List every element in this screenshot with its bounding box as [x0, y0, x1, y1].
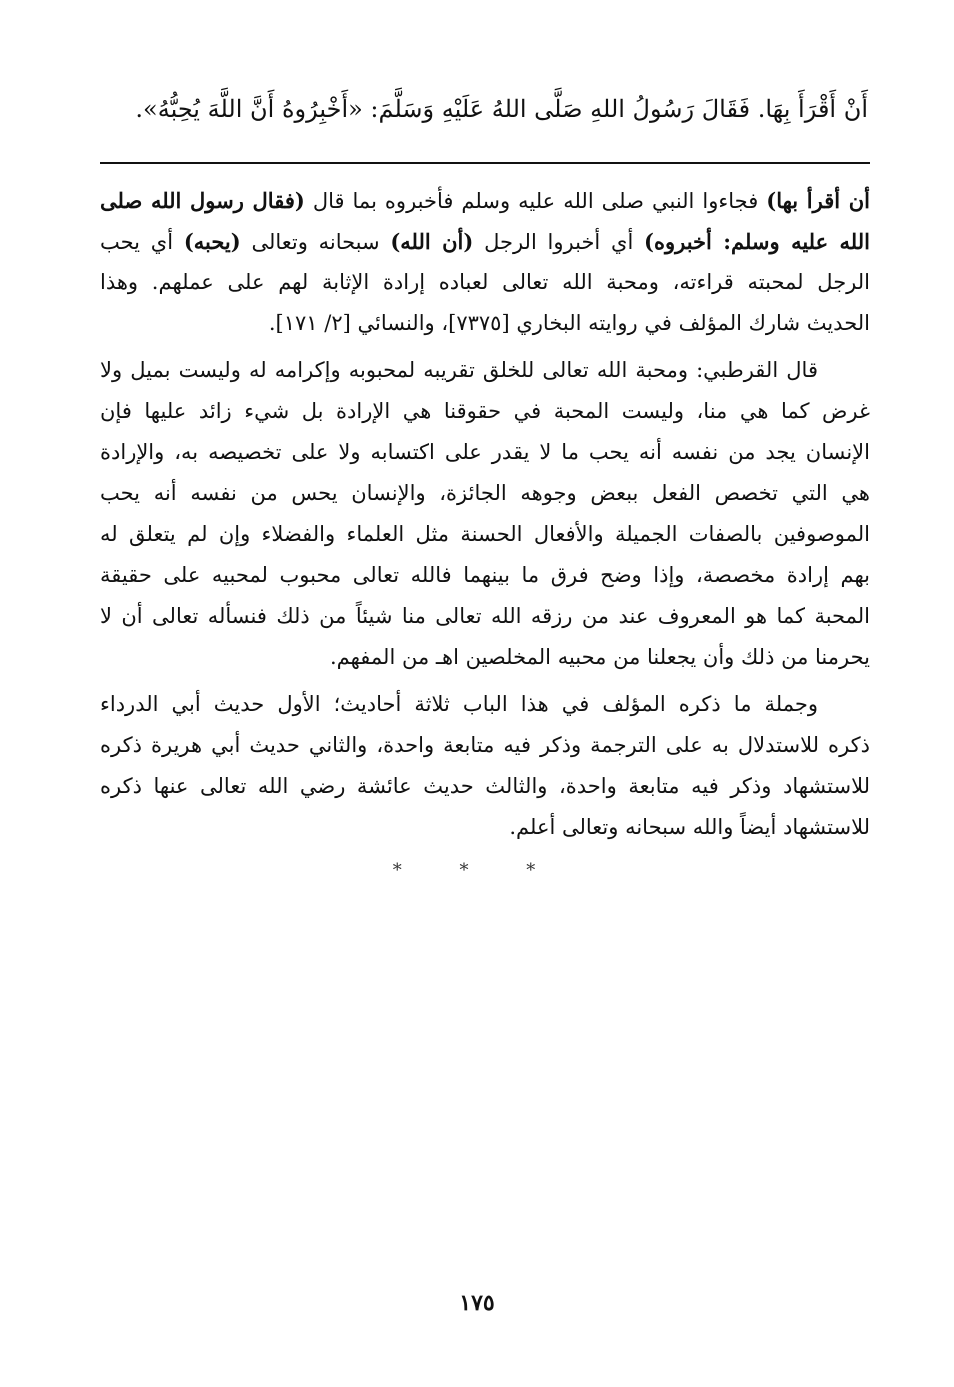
hadith-text: أَنْ أَقْرَأَ بِهَا. فَقَالَ رَسُولُ اللهِ صَلَّى اللهُ عَلَيْهِ وَسَلَّمَ: «أَخْبِرُوهُ أَنَّ اللَّهَ يُحِبُّهُ». [135, 95, 868, 123]
text-line: للاستشهاد أيضاً والله سبحانه وتعالى أعلم. [509, 815, 870, 839]
text-line: ذكره للاستدلال به على الترجمة وذكر فيه متابعة واحدة، والثاني حديث أبي هريرة ذكره [100, 733, 870, 757]
bold-phrase: الله عليه وسلم: أخبروه) [644, 229, 870, 254]
text-span: سبحانه وتعالى [240, 230, 391, 254]
text-line: للاستشهاد وذكر فيه متابعة واحدة، والثالث حديث عائشة رضي الله تعالى عنها ذكره [100, 774, 870, 798]
text-line: قال القرطبي: ومحبة الله تعالى للخلق تقريبه لمحبوبه وإكرامه له وليست بميل ولا [100, 358, 818, 382]
section-separator: * * * [392, 860, 562, 881]
text-line: الحديث شارك المؤلف في روايته البخاري [٧٣٧٥]، والنسائي [٢/ ١٧١]. [268, 311, 870, 335]
text-line: الموصوفين بالصفات الجميلة والأفعال الحسنة مثل العلماء والفضلاء وإن لم يتعلق له [100, 522, 870, 546]
footnote-divider [100, 162, 870, 164]
text-line [100, 180, 870, 221]
bold-phrase: (يحبه) [183, 229, 241, 254]
text-span: فجاءوا النبي صلى الله عليه وسلم فأخبروه بما قال [304, 189, 767, 213]
text-line: هي التي تخصص الفعل ببعض وجوهه الجائزة، والإنسان يحس من نفسه أنه يحب [100, 481, 870, 505]
text-line: المحبة كما هو المعروف عند من رزقه الله تعالى منا شيئاً من ذلك فنسأله تعالى أن لا [100, 604, 870, 628]
page-number: ١٧٥ [459, 1290, 495, 1316]
text-span: أي أخبروا الرجل [473, 230, 645, 254]
commentary-paragraph-3 [100, 684, 870, 848]
commentary-paragraph-1 [100, 180, 870, 344]
bold-phrase: (فقال رسول الله صلى [100, 188, 305, 213]
bold-phrase: (أن الله) [390, 229, 474, 254]
commentary-paragraph-2 [100, 350, 870, 678]
text-line: يحرمنا من ذلك وأن يجعلنا من محبيه المخلصين اهـ من المفهم. [329, 645, 870, 669]
text-line: وجملة ما ذكره المؤلف في هذا الباب ثلاثة أحاديث؛ الأول حديث أبي الدرداء [100, 692, 818, 716]
text-line: غرض كما هي منا، وليست المحبة في حقوقنا هي الإرادة بل شيء زائد عليها فإن [100, 399, 870, 423]
commentary-body [100, 180, 870, 848]
text-line: بهم إرادة مخصصة، وإذا وضح فرق ما بينهما فالله تعالى محبوب لمحبيه على حقيقة [100, 563, 870, 587]
text-line: الإنسان يجد من نفسه أنه يحب ما لا يقدر على اكتسابه ولا على تخصيصه به، والإرادة [100, 440, 870, 464]
text-line: الرجل لمحبته قراءته، ومحبة الله تعالى لعباده إرادة الإثابة لهم على عملهم. وهذا [100, 270, 870, 294]
bold-phrase: أن أقرأ بها) [766, 188, 870, 213]
text-line [100, 221, 870, 262]
text-span: أي يحب [100, 230, 184, 254]
